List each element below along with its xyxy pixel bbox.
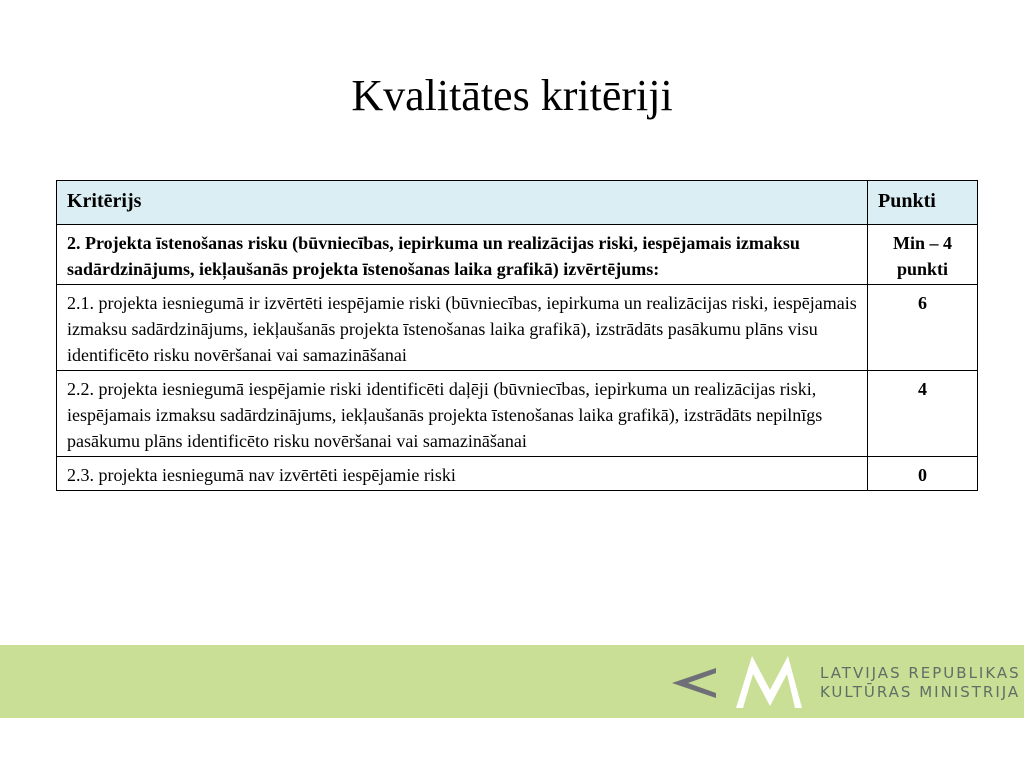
points-cell: 6 [868, 285, 978, 371]
slide-title: Kvalitātes kritēriji [351, 71, 673, 120]
criterion-cell: 2.3. projekta iesniegumā nav izvērtēti iespējamie riski [57, 457, 868, 491]
criterion-cell: 2.1. projekta iesniegumā ir izvērtēti iespējamie riski (būvniecības, iepirkuma un realizācijas riski, iespējamais izmaksu sadārdzinājums, iekļaušanās projekta īstenošanas laika grafikā), izstrādāts pasākumu plāns visu identificēto risku novēršanai vai samazināšanai [57, 285, 868, 371]
table-row [57, 285, 978, 371]
table-row [57, 371, 978, 457]
points-cell: 0 [868, 457, 978, 491]
header-points: Punkti [868, 181, 978, 225]
criteria-table [56, 180, 978, 491]
criterion-cell: 2.2. projekta iesniegumā iespējamie riski identificēti daļēji (būvniecības, iepirkuma un realizācijas riski, iespējamais izmaksu sadārdzinājums, iekļaušanās projekta īstenošanas laika grafikā), izstrādāts nepilnīgs pasākumu plāns identificēto risku novēršanai vai samazināšanai [57, 371, 868, 457]
table-header-row [57, 181, 978, 225]
ministry-logo-text [820, 664, 1021, 702]
logo-line-2: KULTŪRAS MINISTRIJA [820, 683, 1021, 701]
header-criterion: Kritērijs [57, 181, 868, 225]
table-row [57, 225, 978, 285]
logo-line-1: LATVIJAS REPUBLIKAS [820, 664, 1021, 682]
ministry-logo-icon [668, 650, 808, 714]
criterion-cell: 2. Projekta īstenošanas risku (būvniecības, iepirkuma un realizācijas riski, iespējamais izmaksu sadārdzinājums, iekļaušanās projekta īstenošanas laika grafikā) izvērtējums: [57, 225, 868, 285]
points-cell: Min – 4 punkti [868, 225, 978, 285]
points-cell: 4 [868, 371, 978, 457]
table-row [57, 457, 978, 491]
